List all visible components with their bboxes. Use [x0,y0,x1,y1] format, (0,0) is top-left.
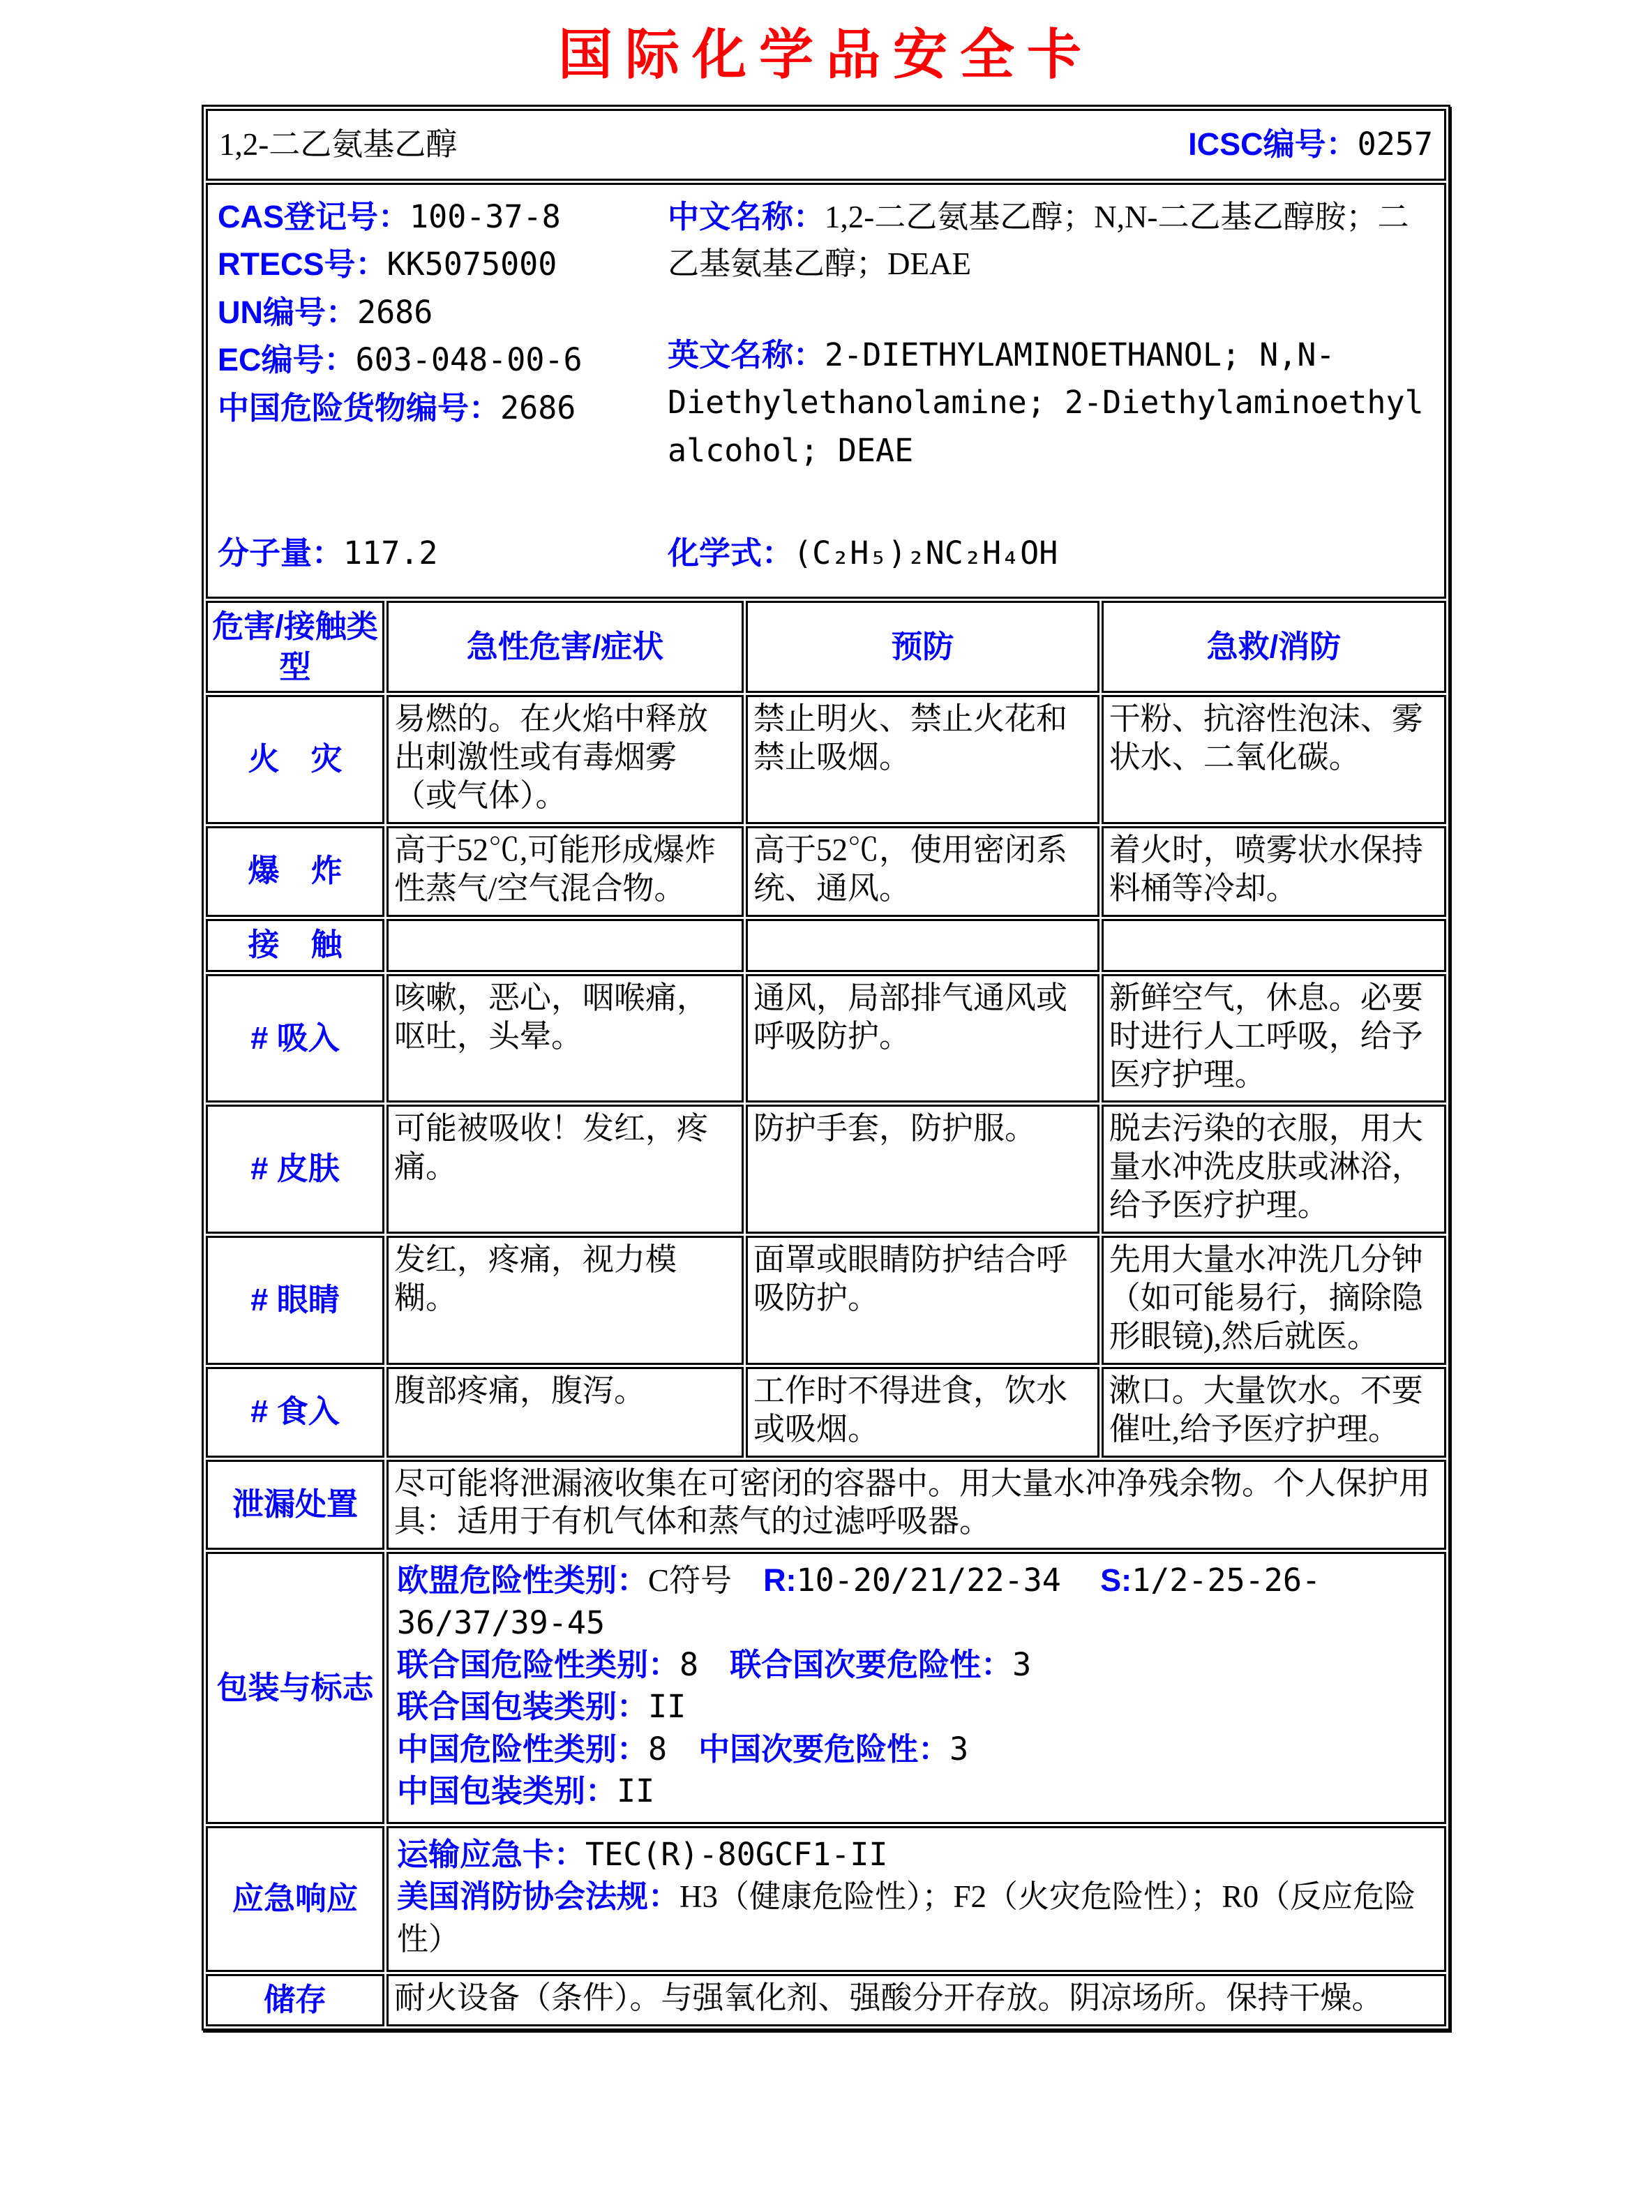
field-value [732,1563,763,1598]
china-dg-label: 中国危险货物编号： [218,389,501,426]
spill-label: 泄漏处置 [206,1460,384,1550]
chinese-name-label: 中文名称： [668,198,825,234]
field-label: R: [763,1562,797,1599]
chemical-name: 1,2-二乙氨基乙醇 [219,127,458,162]
field-label: 中国危险性类别： [397,1731,649,1767]
header-symptoms: 急性危害/症状 [386,601,744,693]
cas-label: CAS登记号： [218,198,410,234]
fire-label: 火 灾 [206,695,384,824]
storage-text: 耐火设备（条件）。与强氧化剂、强酸分开存放。阴凉场所。保持干燥。 [386,1974,1446,2026]
ec-value: 603-048-00-6 [355,341,583,379]
field-label: 中国包装类别： [397,1772,617,1809]
formula-value: (C₂H₅)₂NC₂H₄OH [793,535,1058,572]
spill-text: 尽可能将泄漏液收集在可密闭的容器中。用大量水冲净残余物。个人保护用具：适用于有机气体和蒸气的过滤呼吸器。 [386,1460,1446,1550]
eyes-prevention: 面罩或眼睛防护结合呼吸防护。 [746,1236,1099,1365]
chinese-name-line [668,193,1434,288]
row-skin [206,1105,1446,1234]
rich-line [397,1728,1436,1770]
un-value: 2686 [357,293,433,331]
formula-line [668,535,1434,573]
cas-value: 100-37-8 [410,197,561,235]
formula-label: 化学式： [668,535,794,571]
english-name-value: 2-DIETHYLAMINOETHANOL; N,N-Diethylethanolamine; 2-Diethylaminoethyl alcohol; DEAE [668,336,1424,469]
explosion-symptoms: 高于52℃,可能形成爆炸性蒸气/空气混合物。 [386,826,744,917]
header-firstaid: 急救/消防 [1102,601,1446,693]
molecular-weight-line [218,535,668,573]
field-value [698,1647,730,1682]
row-fire [206,695,1446,824]
icsc-number [1188,126,1433,164]
ingestion-symptoms: 腹部疼痛，腹泻。 [386,1367,744,1458]
row-exposure [206,919,1446,972]
exposure-prevention [746,919,1099,972]
explosion-label: 爆 炸 [206,826,384,917]
field-value: TEC(R)-80GCF1-II [585,1836,888,1874]
inhalation-symptoms: 咳嗽，恶心，咽喉痛，呕吐，头晕。 [386,974,744,1103]
packaging-content [386,1552,1446,1824]
header-prevention: 预防 [746,601,1099,693]
rich-line [397,1686,1436,1728]
un-label: UN编号： [218,294,357,330]
emergency-content [386,1826,1446,1972]
hazard-header-row [206,601,1446,693]
field-value [667,1732,698,1767]
ingestion-firstaid: 漱口。大量饮水。不要催吐,给予医疗护理。 [1102,1367,1446,1458]
info-grid [218,193,1434,573]
field-value: H3（健康危险性）；F2（火灾危险性）；R0（反应危险性） [397,1879,1416,1957]
row-eyes [206,1236,1446,1365]
identifier-list [218,193,668,475]
field-value: 8 [679,1645,699,1683]
page-title: 国际化学品安全卡 [557,24,1094,85]
exposure-symptoms [386,919,744,972]
un-line [218,289,668,337]
molecular-weight-value: 117.2 [343,535,438,572]
header-hazard-type: 危害/接触类型 [206,601,384,693]
field-value: 3 [1012,1645,1032,1683]
english-name-label: 英文名称： [668,336,825,373]
eyes-label: # 眼睛 [206,1236,384,1365]
explosion-firstaid: 着火时，喷雾状水保持料桶等冷却。 [1102,826,1446,917]
row-storage [206,1974,1446,2026]
row-inhalation [206,974,1446,1103]
china-dg-value: 2686 [500,389,576,426]
field-label: 美国消防协会法规： [397,1878,680,1915]
row-emergency [206,1826,1446,1972]
field-value [1061,1563,1100,1598]
fire-prevention: 禁止明火、禁止火花和禁止吸烟。 [746,695,1099,824]
field-value: II [617,1772,655,1809]
field-value: 3 [949,1730,969,1768]
molecular-weight-label: 分子量： [218,535,344,571]
skin-prevention: 防护手套，防护服。 [746,1105,1099,1234]
row-packaging [206,1552,1446,1824]
field-value: 1/2-25-26-36/37/39-45 [397,1562,1321,1641]
china-dg-line [218,384,668,433]
exposure-label: 接 触 [206,919,384,972]
field-label: 联合国包装类别： [397,1689,649,1725]
ec-label: EC编号： [218,342,356,378]
rich-line [397,1770,1436,1812]
field-label: S: [1100,1562,1132,1599]
rich-line [397,1644,1436,1686]
ingestion-prevention: 工作时不得进食，饮水或吸烟。 [746,1367,1099,1458]
ec-line [218,336,668,384]
chinese-name-value: 1,2-二乙氨基乙醇；N,N-二乙基乙醇胺；二乙基氨基乙醇；DEAE [668,199,1409,282]
name-line [219,126,1433,164]
info-cell [206,183,1446,599]
cas-line [218,193,668,241]
exposure-firstaid [1102,919,1446,972]
rich-line [397,1876,1436,1960]
rtecs-line [218,241,668,289]
icsc-number-label: ICSC编号： [1188,126,1358,162]
field-value: II [648,1688,686,1726]
inhalation-label: # 吸入 [206,974,384,1103]
icsc-card-table [202,105,1450,2031]
rich-line [397,1834,1436,1876]
ingestion-label: # 食入 [206,1367,384,1458]
fire-symptoms: 易燃的。在火焰中释放出刺激性或有毒烟雾（或气体）。 [386,695,744,824]
field-label: 中国次要危险性： [698,1731,950,1767]
skin-firstaid: 脱去污染的衣服，用大量水冲洗皮肤或淋浴，给予医疗护理。 [1102,1105,1446,1234]
inhalation-firstaid: 新鲜空气，休息。必要时进行人工呼吸，给予医疗护理。 [1102,974,1446,1103]
row-spill [206,1460,1446,1550]
field-label: 联合国次要危险性： [730,1646,1013,1682]
field-value: C符号 [648,1563,733,1599]
rtecs-value: KK5075000 [386,246,557,283]
english-name-line [668,331,1434,475]
storage-label: 储存 [206,1974,384,2026]
field-value: 8 [648,1730,668,1768]
info-row [206,183,1446,599]
skin-symptoms: 可能被吸收！发红，疼痛。 [386,1105,744,1234]
field-label: 联合国危险性类别： [397,1646,680,1682]
icsc-number-value: 0257 [1357,126,1433,163]
eyes-symptoms: 发红，疼痛，视力模糊。 [386,1236,744,1365]
explosion-prevention: 高于52℃，使用密闭系统、通风。 [746,826,1099,917]
row-explosion [206,826,1446,917]
eyes-firstaid: 先用大量水冲洗几分钟（如可能易行，摘除隐形眼镜),然后就医。 [1102,1236,1446,1365]
chemical-names [668,193,1434,475]
field-label: 欧盟危险性类别： [397,1562,649,1599]
name-row [206,109,1446,181]
row-ingestion [206,1367,1446,1458]
inhalation-prevention: 通风，局部排气通风或呼吸防护。 [746,974,1099,1103]
packaging-label: 包装与标志 [206,1552,384,1824]
name-cell [206,109,1446,181]
field-value: 10-20/21/22-34 [796,1562,1061,1599]
fire-firstaid: 干粉、抗溶性泡沫、雾状水、二氧化碳。 [1102,695,1446,824]
emergency-label: 应急响应 [206,1826,384,1972]
field-label: 运输应急卡： [397,1837,586,1873]
skin-label: # 皮肤 [206,1105,384,1234]
rtecs-label: RTECS号： [218,246,387,283]
rich-line [397,1560,1436,1644]
